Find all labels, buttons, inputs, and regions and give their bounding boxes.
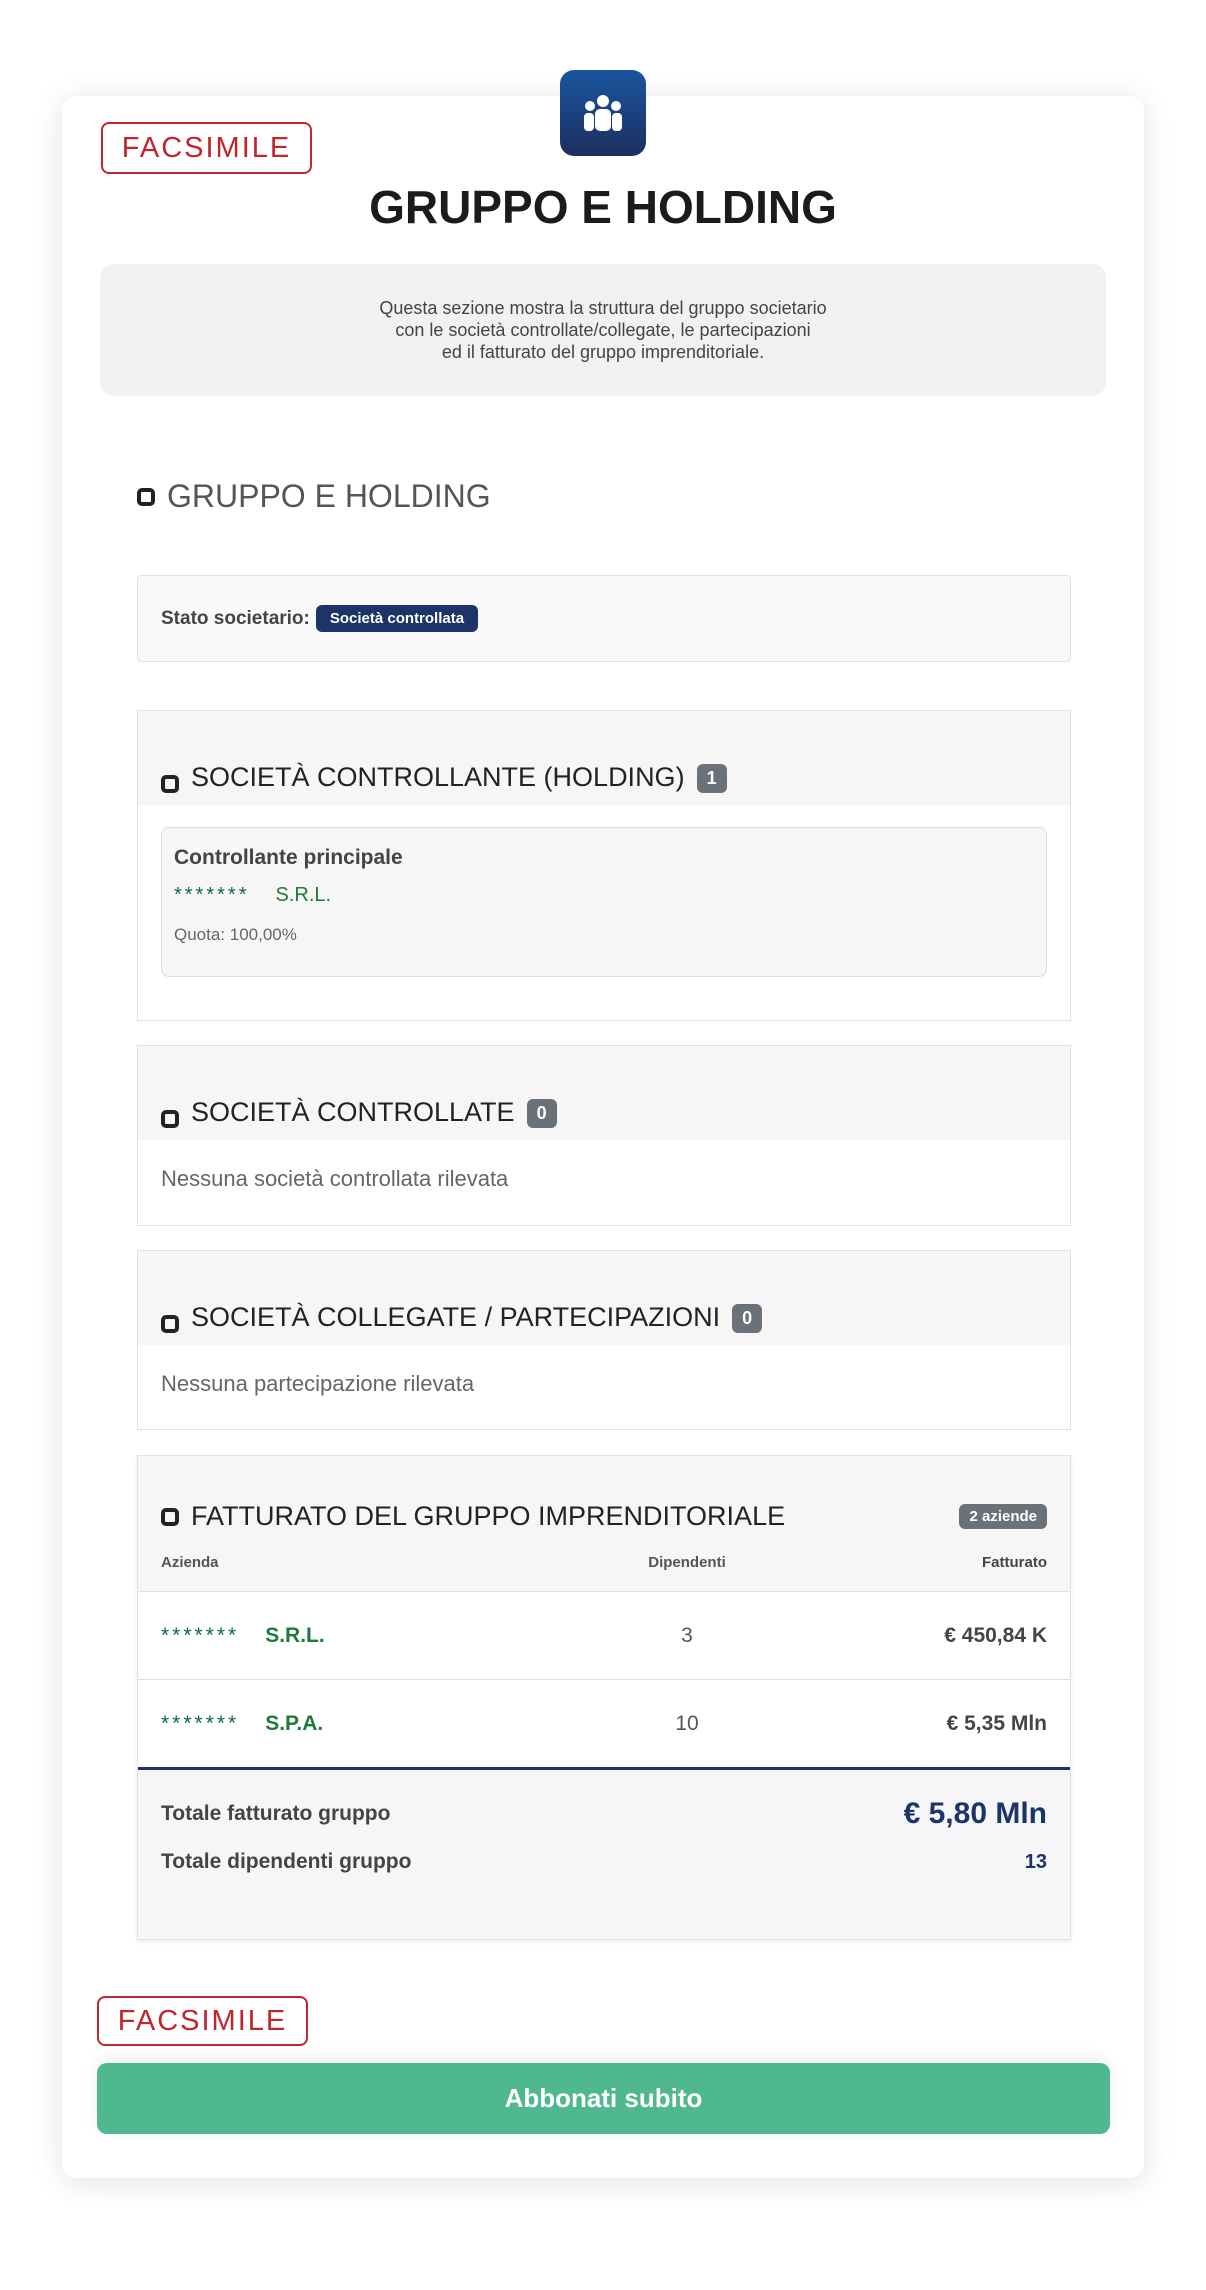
subscribe-button[interactable]: Abbonati subito <box>97 2063 1110 2134</box>
quota: Quota: 100,00% <box>174 925 297 944</box>
collegate-title: SOCIETÀ COLLEGATE / PARTECIPAZIONI <box>191 1302 721 1332</box>
square-icon <box>161 1508 179 1526</box>
table-row <box>138 1679 1070 1767</box>
section-title <box>137 478 491 515</box>
square-icon <box>161 1315 179 1333</box>
section-title-text: GRUPPO E HOLDING <box>167 478 491 514</box>
holding-section <box>137 710 1071 1021</box>
revenue: € 5,35 Mln <box>946 1711 1047 1735</box>
empty-message: Nessuna società controllata rilevata <box>161 1166 509 1191</box>
page-title: GRUPPO E HOLDING <box>369 181 837 233</box>
card-title: Controllante principale <box>174 846 403 869</box>
holding-title: SOCIETÀ CONTROLLANTE (HOLDING) <box>191 762 685 792</box>
facsimile-stamp: FACSIMILE <box>97 1996 308 2046</box>
group-icon <box>560 70 646 156</box>
description-line: Questa sezione mostra la struttura del gruppo societario <box>379 298 827 318</box>
status-badge: Società controllata <box>316 605 478 632</box>
controllate-title: SOCIETÀ CONTROLLATE <box>191 1097 515 1127</box>
company-name[interactable]: ******* <box>161 1623 240 1647</box>
description-box <box>100 264 1106 396</box>
employees: 10 <box>675 1711 699 1735</box>
count-badge: 2 aziende <box>959 1504 1047 1529</box>
total-employees-label: Totale dipendenti gruppo <box>161 1850 412 1873</box>
count-badge: 1 <box>697 764 727 793</box>
company-name[interactable]: ******* <box>174 884 250 906</box>
controllate-section <box>137 1045 1071 1226</box>
square-icon <box>137 488 155 506</box>
fatturato-section <box>137 1455 1071 1940</box>
square-icon <box>161 1110 179 1128</box>
table-header <box>138 1532 1070 1591</box>
totals <box>138 1767 1070 1884</box>
total-revenue: € 5,80 Mln <box>903 1797 1047 1830</box>
table-row <box>138 1591 1070 1679</box>
revenue: € 450,84 K <box>944 1623 1047 1647</box>
facsimile-stamp: FACSIMILE <box>101 122 312 174</box>
fatturato-title: FATTURATO DEL GRUPPO IMPRENDITORIALE <box>191 1501 786 1531</box>
description-line: ed il fatturato del gruppo imprenditoriale. <box>441 342 765 362</box>
collegate-section <box>137 1250 1071 1430</box>
description-line: con le società controllate/collegate, le partecipazioni <box>395 320 811 340</box>
stato-societario <box>137 575 1071 662</box>
column-header: Azienda <box>161 1554 219 1571</box>
company-type: S.P.A. <box>265 1711 324 1735</box>
holding-card <box>161 827 1047 977</box>
employees: 3 <box>681 1623 693 1647</box>
column-header: Dipendenti <box>648 1554 726 1571</box>
stato-label: Stato societario: <box>161 607 310 629</box>
company-type: S.R.L. <box>265 1623 325 1647</box>
count-badge: 0 <box>732 1304 762 1333</box>
column-header: Fatturato <box>982 1554 1047 1571</box>
company-name[interactable]: ******* <box>161 1711 240 1735</box>
empty-message: Nessuna partecipazione rilevata <box>161 1371 475 1396</box>
count-badge: 0 <box>527 1099 557 1128</box>
square-icon <box>161 775 179 793</box>
total-revenue-label: Totale fatturato gruppo <box>161 1802 391 1825</box>
company-type: S.R.L. <box>275 884 332 906</box>
total-employees: 13 <box>1024 1850 1047 1873</box>
